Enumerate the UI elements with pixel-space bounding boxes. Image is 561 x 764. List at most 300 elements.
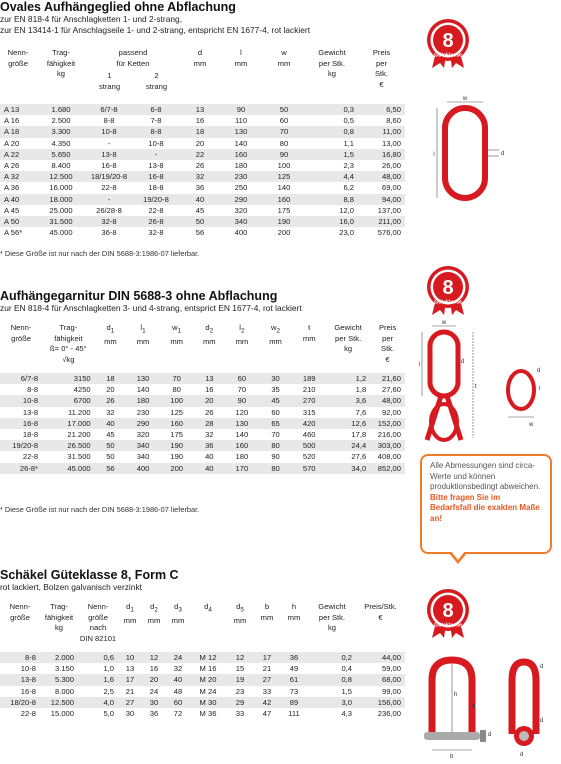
table-cell: 32 — [205, 430, 214, 440]
table-cell: 7,6 — [355, 407, 367, 417]
table-cell: 250 — [234, 183, 248, 193]
table-cell: 16-8 — [101, 161, 117, 171]
suspension-set-drawing — [413, 318, 558, 443]
table-cell: 130 — [220, 126, 262, 137]
quality-grade-badge — [426, 588, 470, 640]
table-cell: 0,5 — [343, 116, 354, 126]
table-cell: 16,80 — [358, 149, 405, 160]
table-cell: 852,00 — [370, 463, 405, 474]
table-cell: 570 — [292, 463, 326, 474]
table-cell: 26 — [95, 395, 127, 406]
table-cell: 4250 — [73, 385, 91, 395]
table-cell: 140 — [136, 385, 150, 395]
table-row — [0, 126, 405, 137]
table-row — [0, 418, 405, 429]
table-cell: 36 — [195, 183, 205, 193]
table-cell: 12 — [226, 652, 254, 663]
table-cell: 130 — [225, 418, 259, 429]
col-header: Gewicht per Stk. kg — [334, 323, 362, 353]
section-subtitle: zur EN 818-4 für Anschlagketten 3- und 4-strang, entsprict EN 1677-4, rot lackiert — [0, 303, 302, 313]
table-cell: 3.150 — [54, 664, 74, 674]
table-cell: 15.000 — [50, 709, 74, 719]
dim-label: l — [419, 362, 421, 368]
table-cell: 16,0 — [306, 216, 358, 227]
table-cell: 18 — [180, 126, 220, 137]
table-cell: 99,00 — [381, 686, 401, 696]
table-cell: 408,00 — [377, 452, 401, 462]
table-cell: 18 — [95, 373, 127, 384]
table-cell: 4,0 — [78, 697, 118, 708]
table-cell: 7-8 — [150, 116, 162, 126]
table-cell: 34,0 — [326, 463, 370, 474]
section-title: Schäkel Güteklasse 8, Form C — [0, 568, 179, 582]
table-cell: 13-8 — [148, 161, 164, 171]
table-row — [0, 205, 405, 216]
table-cell: 40 — [166, 674, 190, 685]
table-cell: 125 — [262, 171, 306, 182]
table-cell: 68,00 — [356, 674, 405, 685]
table-cell: 12,6 — [326, 418, 370, 429]
table-cell: 89 — [280, 697, 308, 708]
table-cell: 303,00 — [370, 440, 405, 451]
table-cell: 21 — [125, 686, 135, 696]
section-subtitle: zur EN 13414-1 für Anschlagseile 1- und 2-strang, entspricht EN 1677-4, rot lackiert — [0, 25, 311, 35]
quality-grade-badge — [426, 18, 470, 70]
section-suspension-set — [0, 289, 420, 314]
table-cell: M 24 — [199, 686, 217, 696]
table-cell: 17 — [118, 674, 142, 685]
table-cell: 72 — [173, 709, 183, 719]
table-cell: 45.000 — [42, 463, 95, 474]
table-cell: 12 — [142, 652, 166, 663]
table-cell: 36 — [194, 440, 226, 451]
shackle-drawing — [420, 652, 555, 760]
table-cell: 80 — [259, 463, 293, 474]
table-cell: 12.500 — [36, 171, 86, 182]
table-cell: A 40 — [0, 194, 36, 205]
table-cell: 16-8 — [0, 418, 42, 429]
dimension-notice-callout — [420, 454, 552, 554]
table-cell: 21 — [262, 664, 272, 674]
table-cell: 340 — [220, 216, 262, 227]
table-cell: 0,3 — [306, 104, 358, 115]
table-cell: 13-8 — [86, 149, 132, 160]
badge-text: Güteklasse — [434, 299, 462, 306]
table-cell: - — [132, 149, 180, 160]
table-cell: 3150 — [42, 373, 95, 384]
table-cell: 4,4 — [306, 171, 358, 182]
table-cell: 27 — [254, 674, 280, 685]
table-cell: 70 — [262, 126, 306, 137]
table-cell: 45.000 — [49, 228, 73, 238]
table-cell: 160 — [220, 149, 262, 160]
table-cell: 190 — [262, 216, 306, 227]
badge-number: 8 — [442, 277, 454, 299]
table-cell: - — [107, 138, 111, 148]
col-header: Gewicht per Stk. kg — [318, 602, 346, 632]
table-cell: 48 — [173, 686, 183, 696]
table-cell: 216,00 — [377, 430, 401, 440]
table-cell: 210 — [302, 385, 316, 395]
table-cell: 6/7-8 — [86, 104, 132, 115]
table-cell: 90 — [271, 452, 280, 462]
table-cell: 137,00 — [377, 205, 401, 215]
col-header: d mm — [193, 48, 207, 68]
table-cell: M 36 — [199, 709, 217, 719]
table-cell: - — [86, 194, 132, 205]
table-cell: 21.200 — [67, 430, 91, 440]
table-cell: 20 — [194, 395, 226, 406]
table-cell: 400 — [234, 228, 248, 238]
table-cell: 3,6 — [326, 395, 370, 406]
col-header: Nenn- größe — [9, 602, 31, 622]
table-cell: 24 — [166, 652, 190, 663]
table-cell: 11.200 — [67, 407, 91, 417]
table-row — [0, 463, 405, 474]
table-cell: M 12 — [190, 652, 226, 663]
table-cell: 520 — [302, 452, 316, 462]
table-cell: 60 — [279, 116, 289, 126]
table-cell: 11,00 — [358, 126, 405, 137]
table-row — [0, 104, 405, 115]
table-row — [0, 686, 405, 697]
dim-label: w — [462, 96, 468, 102]
table-cell: 16 — [195, 116, 205, 126]
col-header: w mm — [277, 48, 291, 68]
table-cell: A 56* — [4, 228, 23, 238]
col-header: Nenn- größe — [10, 323, 32, 343]
dim-label: d — [540, 718, 544, 724]
table-cell: 13 — [180, 104, 220, 115]
table-cell: 2,5 — [103, 686, 114, 696]
table-cell: 90 — [225, 395, 259, 406]
table-cell: A 50 — [0, 216, 36, 227]
table-cell: 24,4 — [326, 440, 370, 451]
table-cell: 32 — [173, 664, 183, 674]
table-row — [0, 160, 405, 171]
table-shackle — [0, 602, 405, 719]
dim-label: t — [475, 384, 477, 390]
table-cell: 90 — [220, 104, 262, 115]
table-cell: 1,6 — [78, 674, 118, 685]
table-cell: 8-8 — [132, 126, 180, 137]
table-row — [0, 395, 405, 406]
oval-link-shape — [445, 108, 485, 198]
table-cell: 13-8 — [0, 674, 40, 685]
col-header: $l_2$ mm — [235, 323, 249, 347]
table-row — [0, 440, 405, 451]
table-cell: 60 — [225, 373, 259, 384]
table-cell: 140 — [235, 430, 249, 440]
table-cell: 6,2 — [343, 183, 354, 193]
table-cell: 42 — [254, 697, 280, 708]
table-cell: 1,5 — [306, 149, 358, 160]
table-cell: 26/28-8 — [96, 205, 122, 215]
table-cell: 170 — [225, 463, 259, 474]
table-cell: 5.650 — [36, 149, 86, 160]
table-cell: 236,00 — [377, 709, 401, 719]
table-cell: A 36 — [4, 183, 20, 193]
table-cell: 400 — [126, 463, 160, 474]
col-header: $d_5$ mm — [233, 602, 247, 626]
table-cell: A 13 — [0, 104, 36, 115]
table-cell: 10-8 — [20, 664, 36, 674]
table-cell: 3,0 — [308, 697, 356, 708]
table-cell: 30 — [125, 709, 135, 719]
badge-text: Güteklasse — [434, 52, 462, 59]
table-cell: 61 — [280, 674, 308, 685]
section-oval-link — [0, 0, 420, 36]
table-cell: 230 — [220, 171, 262, 182]
table-cell: 32 — [180, 171, 220, 182]
table-cell: 70 — [160, 373, 194, 384]
table-row — [0, 373, 405, 384]
table-cell: 340 — [136, 452, 150, 462]
col-header: $d_1$ mm — [123, 602, 137, 626]
table-cell: 18.000 — [36, 194, 86, 205]
table-cell: 0,2 — [308, 652, 356, 663]
table-cell: 21,60 — [370, 373, 405, 384]
section-title: Ovales Aufhängeglied ohne Abflachung — [0, 0, 236, 14]
table-cell: 315 — [302, 407, 316, 417]
table-cell: 48,00 — [370, 395, 405, 406]
table-cell: 0,6 — [78, 652, 118, 663]
table-cell: 26 — [205, 407, 214, 417]
footnote: * Diese Größe ist nur nach der DIN 5688-3:1986-07 lieferbar. — [0, 249, 200, 258]
table-cell: 19 — [226, 674, 254, 685]
dim-label: d — [501, 151, 505, 157]
table-cell: 22-8 — [101, 183, 117, 193]
table-cell: A 45 — [4, 205, 20, 215]
table-cell: 10-8 — [86, 126, 132, 137]
table-cell: 20 — [195, 138, 205, 148]
table-cell: 2.500 — [51, 116, 71, 126]
table-cell: 33 — [235, 709, 245, 719]
table-cell: 26,00 — [381, 161, 401, 171]
table-cell: 16 — [205, 385, 214, 395]
table-cell: 80 — [279, 138, 289, 148]
table-cell: 10-8 — [0, 395, 42, 406]
dim-label: w — [441, 320, 447, 326]
table-cell: 320 — [234, 205, 248, 215]
sub-link-detail-shape — [508, 371, 534, 409]
table-cell: 20 — [106, 385, 115, 395]
table-cell: 70 — [271, 430, 280, 440]
table-cell: 160 — [160, 418, 194, 429]
table-cell: 5.300 — [40, 674, 78, 685]
table-cell: 0,4 — [341, 664, 352, 674]
shackle-side-shape — [512, 662, 536, 734]
dim-label: d — [461, 359, 465, 365]
table-cell: 1,8 — [355, 385, 367, 395]
quality-grade-badge — [426, 265, 470, 317]
table-cell: 40 — [205, 452, 214, 462]
table-cell: 130 — [126, 373, 160, 384]
col-header: $d_1$ mm — [104, 323, 117, 347]
table-cell: 26-8* — [0, 463, 42, 474]
table-cell: 180 — [234, 161, 248, 171]
table-cell: 152,00 — [370, 418, 405, 429]
table-cell: 25.000 — [49, 205, 73, 215]
table-cell: 27,6 — [351, 452, 367, 462]
table-cell: 8-8 — [0, 652, 40, 663]
table-cell: 20 — [142, 674, 166, 685]
table-row — [0, 407, 405, 418]
col-header: $w_1$ mm — [170, 323, 184, 347]
table-cell: 175 — [170, 430, 184, 440]
table-cell: 30 — [142, 697, 166, 708]
dim-label: b — [450, 754, 454, 760]
col-header: Trag- fähigkeit ß= 0° - 45° √kg — [50, 323, 87, 364]
table-cell: 50 — [262, 104, 306, 115]
table-cell: 270 — [292, 395, 326, 406]
table-cell: 80 — [172, 385, 181, 395]
table-cell: 18/19/20-8 — [86, 171, 132, 182]
table-cell: 32-8 — [148, 228, 164, 238]
col-header: Preis per Stk. € — [378, 323, 397, 364]
table-cell: 125 — [170, 407, 184, 417]
table-cell: 80 — [259, 440, 293, 451]
table-cell: 16 — [149, 664, 159, 674]
table-cell: 290 — [220, 194, 262, 205]
table-cell: 8.400 — [51, 161, 71, 171]
table-cell: 0,8 — [308, 674, 356, 685]
table-cell: A 22 — [0, 149, 36, 160]
table-cell: 140 — [277, 183, 291, 193]
table-row — [0, 171, 405, 182]
table-cell: 49 — [289, 664, 299, 674]
table-cell: 13 — [125, 664, 135, 674]
col-header: b mm — [260, 602, 274, 622]
callout-pointer-inner — [451, 551, 465, 560]
table-cell: 8,8 — [306, 194, 358, 205]
table-row — [0, 227, 405, 238]
table-cell: 48,00 — [358, 171, 405, 182]
table-cell: 36 — [149, 709, 159, 719]
table-cell: 16.000 — [49, 183, 73, 193]
table-cell: 100 — [277, 161, 291, 171]
table-cell: 59,00 — [381, 664, 401, 674]
table-cell: 290 — [126, 418, 160, 429]
table-cell: 4,3 — [341, 709, 352, 719]
table-cell: 180 — [235, 452, 249, 462]
table-cell: 420 — [292, 418, 326, 429]
table-cell: 16-8 — [132, 171, 180, 182]
table-cell: 111 — [288, 709, 300, 719]
callout-notice-text: Alle Abmessungen sind circa-Werte und können produktionsbedingt abweichen. — [430, 461, 541, 491]
col-header: t mm — [302, 323, 316, 343]
table-cell: A 20 — [4, 138, 20, 148]
section-shackle — [0, 568, 420, 593]
dim-label: d — [537, 368, 541, 374]
dim-label: d — [472, 704, 476, 710]
badge-number: 8 — [442, 30, 454, 52]
table-cell: 15 — [235, 664, 245, 674]
badge-number: 8 — [442, 600, 454, 622]
table-cell: 17,8 — [351, 430, 367, 440]
table-cell: 175 — [277, 205, 291, 215]
table-cell: 2,3 — [343, 161, 354, 171]
dim-label: d — [488, 732, 492, 738]
table-cell: 22 — [180, 149, 220, 160]
table-cell: 32 — [106, 407, 115, 417]
table-cell: 31.500 — [67, 452, 91, 462]
table-cell: 22-8 — [148, 205, 164, 215]
table-cell: 40 — [194, 463, 226, 474]
table-cell: 28 — [194, 418, 226, 429]
table-cell: 22-8 — [20, 709, 36, 719]
table-cell: 27 — [118, 697, 142, 708]
table-cell: 40 — [180, 194, 220, 205]
table-cell: A 32 — [0, 171, 36, 182]
table-cell: 6,50 — [358, 104, 405, 115]
table-cell: M 16 — [199, 664, 217, 674]
col-header: passend für Ketten 1 strang 2 strang — [98, 48, 168, 91]
table-row — [0, 674, 405, 685]
table-cell: 17.000 — [42, 418, 95, 429]
col-header: $d_2$ mm — [147, 602, 161, 626]
table-cell: 190 — [170, 452, 184, 462]
table-cell: 18-8 — [148, 183, 164, 193]
table-cell: 3.300 — [36, 126, 86, 137]
table-cell: 23,0 — [339, 228, 354, 238]
table-cell: 73 — [289, 686, 299, 696]
table-cell: 56 — [195, 228, 205, 238]
table-row — [0, 652, 405, 663]
col-header: Preis per Stk. € — [372, 48, 391, 89]
table-cell: 45 — [106, 430, 115, 440]
table-cell: 1,2 — [326, 373, 370, 384]
callout-request-text: Bitte fragen Sie im Bedarfsfall die exakten Maße an! — [430, 492, 540, 523]
table-cell: 1.680 — [36, 104, 86, 115]
table-cell: 10-8 — [148, 138, 164, 148]
table-row — [0, 115, 405, 126]
oval-link-drawing — [415, 92, 525, 207]
table-cell: 8.000 — [54, 686, 74, 696]
table-cell: 31.500 — [36, 216, 86, 227]
table-cell: 5,0 — [103, 709, 114, 719]
section-subtitle: rot lackiert, Bolzen galvanisch verzinkt — [0, 582, 142, 592]
col-header: Trag- fähigkeit kg — [44, 602, 74, 632]
table-cell: 26.500 — [42, 440, 95, 451]
table-cell: A 16 — [4, 116, 20, 126]
table-row — [0, 663, 405, 674]
table-cell: 6700 — [42, 395, 95, 406]
table-cell: 17 — [254, 652, 280, 663]
table-cell: 160 — [225, 440, 259, 451]
table-cell: 13 — [194, 373, 226, 384]
table-cell: 92,00 — [381, 407, 401, 417]
table-cell: A 18 — [0, 126, 36, 137]
table-cell: 6/7-8 — [0, 373, 42, 384]
table-cell: 160 — [262, 194, 306, 205]
table-cell: 90 — [262, 149, 306, 160]
table-row — [0, 697, 405, 708]
table-cell: 40 — [95, 418, 127, 429]
table-cell: 8,60 — [386, 116, 401, 126]
section-title: Aufhängegarnitur DIN 5688-3 ohne Abflachung — [0, 289, 278, 303]
table-row — [0, 429, 405, 440]
table-cell: 36 — [280, 652, 308, 663]
dim-label: h — [454, 692, 458, 698]
table-cell: 576,00 — [377, 228, 401, 238]
table-cell: 1,1 — [343, 138, 354, 148]
table-cell: 65 — [259, 418, 293, 429]
table-cell: 24 — [149, 686, 159, 696]
table-cell: 140 — [234, 138, 248, 148]
table-cell: 70 — [237, 385, 247, 395]
badge-text: Güteklasse — [434, 622, 462, 629]
